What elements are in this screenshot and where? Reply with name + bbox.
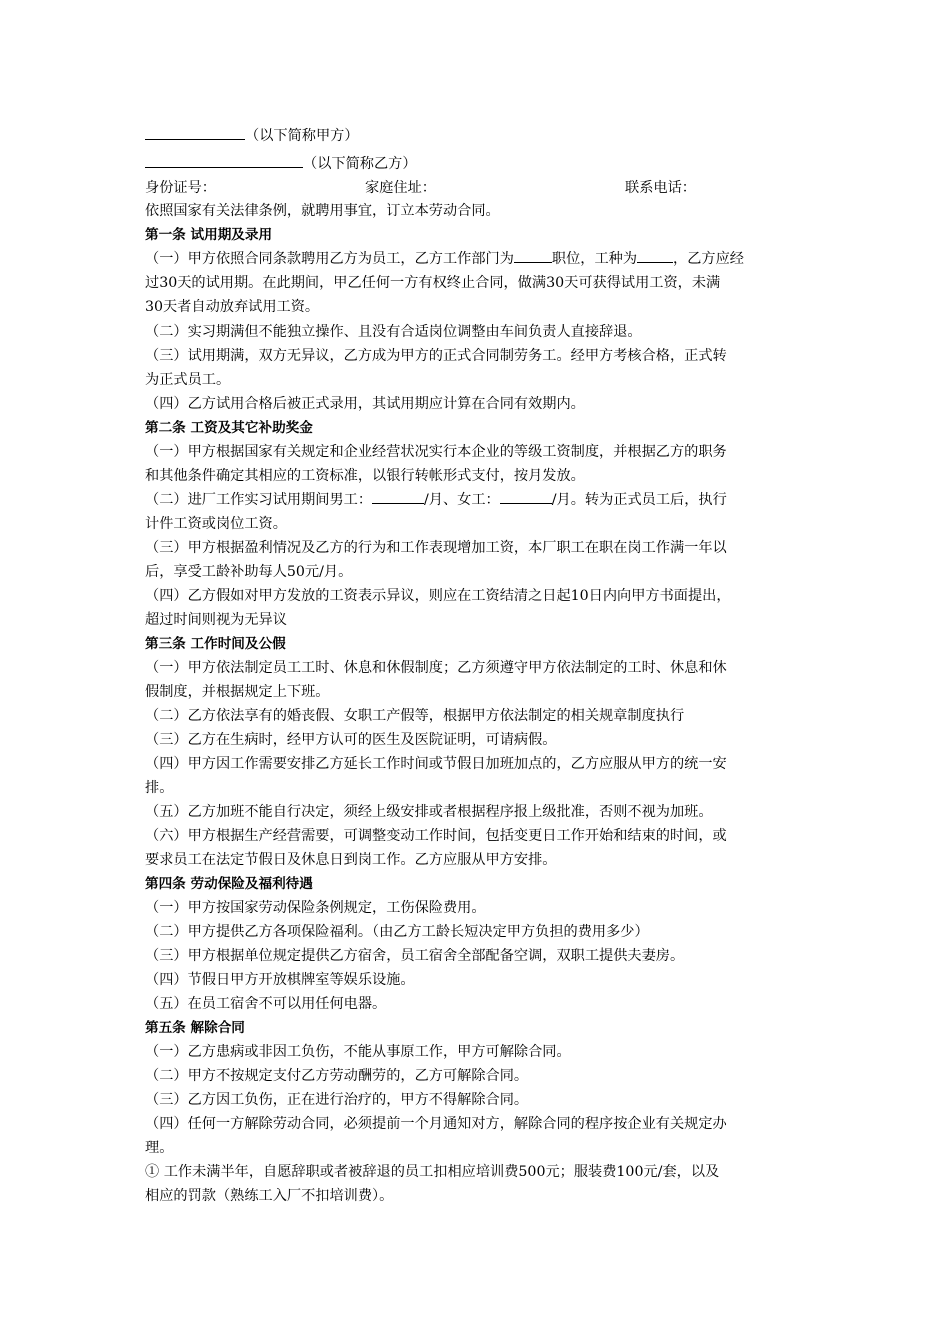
article-3-para-1-line-2: 假制度，并根据规定上下班。	[145, 684, 330, 700]
article-2-para-2-line-2: 计件工资或岗位工资。	[145, 516, 287, 532]
article-5-para-5-line-2: 相应的罚款（熟练工入厂不扣培训费）。	[145, 1188, 394, 1204]
party-b-name-blank[interactable]	[145, 152, 303, 168]
article-4-para-5: （五）在员工宿舍不可以用任何电器。	[145, 996, 387, 1012]
article-2-para-3-line-2: 后，享受工龄补助每人50元/月。	[145, 564, 353, 580]
party-a-label: （以下简称甲方）	[245, 128, 359, 144]
article-1-para-1-line-1: （一）甲方依照合同条款聘用乙方为员工，乙方工作部门为 职位，工种为 ，乙方应经	[145, 247, 810, 271]
party-b-info-line	[145, 176, 810, 200]
article-3-para-5: （五）乙方加班不能自行决定，须经上级安排或者根据程序报上级批准，否则不视为加班。	[145, 804, 713, 820]
article-1-para-2: （二）实习期满但不能独立操作、且没有合适岗位调整由车间负责人直接辞退。	[145, 324, 642, 340]
article-2-para-4-line-2: 超过时间则视为无异议	[145, 612, 287, 628]
article-5-para-4-line-1: （四）任何一方解除劳动合同，必须提前一个月通知对方，解除合同的程序按企业有关规定办	[145, 1116, 727, 1132]
article-2-para-3-line-1: （三）甲方根据盈利情况及乙方的行为和工作表现增加工资，本厂职工在职在岗工作满一年以	[145, 540, 727, 556]
department-blank[interactable]	[514, 247, 552, 263]
female-wage-blank[interactable]	[500, 488, 552, 504]
job-type-blank[interactable]	[637, 247, 673, 263]
article-4-para-1: （一）甲方按国家劳动保险条例规定，工伤保险费用。	[145, 900, 486, 916]
intro-text: 依照国家有关法律条例，就聘用事宜，订立本劳动合同。	[145, 203, 500, 219]
party-a-line	[145, 124, 810, 148]
article-3-title: 第三条 工作时间及公假	[145, 636, 286, 652]
article-2-para-1-line-1: （一）甲方根据国家有关规定和企业经营状况实行本企业的等级工资制度，并根据乙方的职务	[145, 444, 727, 460]
article-1-para-1-line-2: 过30天的试用期。在此期间，甲乙任何一方有权终止合同，做满30天可获得试用工资，未满	[145, 275, 721, 291]
article-1-title: 第一条 试用期及录用	[145, 227, 273, 243]
article-3-para-2: （二）乙方依法享有的婚丧假、女职工产假等，根据甲方依法制定的相关规章制度执行	[145, 708, 685, 724]
article-4-para-3: （三）甲方根据单位规定提供乙方宿舍，员工宿舍全部配备空调，双职工提供夫妻房。	[145, 948, 685, 964]
article-4-para-2: （二）甲方提供乙方各项保险福利。（由乙方工龄长短决定甲方负担的费用多少）	[145, 924, 649, 940]
article-5-para-3: （三）乙方因工负伤，正在进行治疗的，甲方不得解除合同。	[145, 1092, 529, 1108]
article-5-title: 第五条 解除合同	[145, 1020, 245, 1036]
article-2-title: 第二条 工资及其它补助奖金	[145, 420, 313, 436]
party-b-line	[145, 152, 810, 176]
article-3-para-6-line-1: （六）甲方根据生产经营需要，可调整变动工作时间，包括变更日工作开始和结束的时间，或	[145, 828, 727, 844]
article-5-para-1: （一）乙方患病或非因工负伤，不能从事原工作，甲方可解除合同。	[145, 1044, 571, 1060]
article-5-para-2: （二）甲方不按规定支付乙方劳动酬劳的，乙方可解除合同。	[145, 1068, 529, 1084]
article-4-para-4: （四）节假日甲方开放棋牌室等娱乐设施。	[145, 972, 415, 988]
article-1-para-3-line-2: 为正式员工。	[145, 372, 231, 388]
article-2-para-4-line-1: （四）乙方假如对甲方发放的工资表示异议，则应在工资结清之日起10日内向甲方书面提出，	[145, 588, 731, 604]
article-1-para-1-line-3: 30天者自动放弃试用工资。	[145, 299, 320, 315]
article-3-para-4-line-2: 排。	[145, 780, 174, 796]
article-5-para-4-line-2: 理。	[145, 1140, 174, 1156]
phone-label: 联系电话：	[625, 180, 696, 196]
male-wage-blank[interactable]	[372, 488, 424, 504]
article-1-para-4: （四）乙方试用合格后被正式录用，其试用期应计算在合同有效期内。	[145, 396, 585, 412]
article-2-para-2-line-1: （二）进厂工作实习试用期间男工： /月、女工： /月。转为正式员工后，执行	[145, 488, 810, 512]
article-5-para-5-line-1: ① 工作未满半年，自愿辞职或者被辞退的员工扣相应培训费500元；服装费100元/套，以及	[145, 1164, 720, 1180]
id-number-label: 身份证号：	[145, 180, 216, 196]
article-4-title: 第四条 劳动保险及福利待遇	[145, 876, 313, 892]
article-2-para-1-line-2: 和其他条件确定其相应的工资标准，以银行转帐形式支付，按月发放。	[145, 468, 585, 484]
article-1-para-3-line-1: （三）试用期满，双方无异议，乙方成为甲方的正式合同制劳务工。经甲方考核合格，正式转	[145, 348, 727, 364]
home-address-label: 家庭住址：	[365, 180, 436, 196]
party-a-name-blank[interactable]	[145, 124, 245, 140]
party-b-label: （以下简称乙方）	[303, 156, 417, 172]
article-3-para-1-line-1: （一）甲方依法制定员工工时、休息和休假制度；乙方须遵守甲方依法制定的工时、休息和休	[145, 660, 727, 676]
article-3-para-4-line-1: （四）甲方因工作需要安排乙方延长工作时间或节假日加班加点的，乙方应服从甲方的统一安	[145, 756, 727, 772]
article-3-para-3: （三）乙方在生病时，经甲方认可的医生及医院证明，可请病假。	[145, 732, 557, 748]
article-3-para-6-line-2: 要求员工在法定节假日及休息日到岗工作。乙方应服从甲方安排。	[145, 852, 557, 868]
